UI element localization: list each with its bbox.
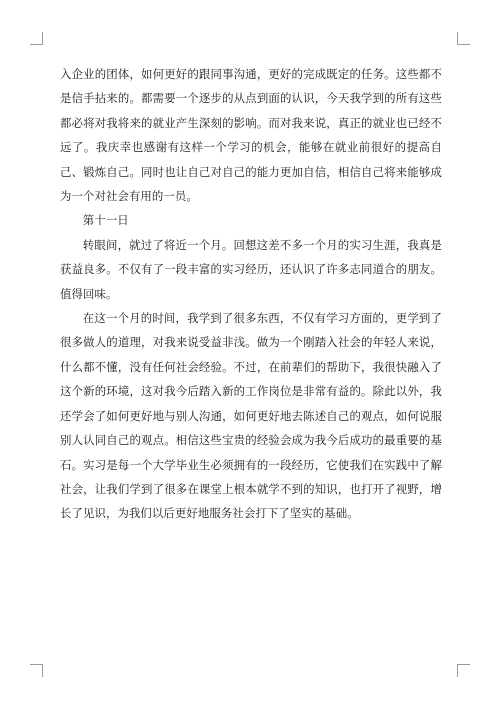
crop-mark-bottom-right [457, 664, 470, 677]
crop-mark-top-right [457, 32, 470, 45]
document-body [60, 62, 442, 526]
crop-mark-bottom-left [30, 664, 43, 677]
paragraph-continuation: 入企业的团体，如何更好的跟同事沟通，更好的完成既定的任务。这些都不是信手拈来的。都需要一个逐步的从点到面的认识，今天我学到的所有这些都必将对我将来的就业产生深刻的影响。而对我来说，真正的就业也已经不远了。我庆幸也感谢有这样一个学习的机会，能够在就业前很好的提高自己、锻炼自己。同时也让自己对自己的能力更加自信，相信自己将来能够成为一个对社会有用的一员。 [60, 67, 442, 204]
crop-mark-top-left [30, 32, 43, 45]
paragraph-reflection: 在这一个月的时间，我学到了很多东西，不仅有学习方面的，更学到了很多做人的道理，对我来说受益非浅。做为一个刚踏入社会的年轻人来说，什么都不懂，没有任何社会经验。不过，在前辈们的帮助下，我很快融入了这个新的环境，这对我今后踏入新的工作岗位是非常有益的。除此以外，我还学会了如何更好地与别人沟通，如何更好地去陈述自己的观点，如何说服别人认同自己的观点。相信这些宝贵的经验会成为我今后成功的最重要的基石。实习是每一个大学毕业生必须拥有的一段经历，它使我们在实践中了解社会，让我们学到了很多在课堂上根本就学不到的知识，也打开了视野，增长了见识，为我们以后更好地服务社会打下了坚实的基础。 [60, 311, 442, 521]
paragraph-intro: 转眼间，就过了将近一个月。回想这差不多一个月的实习生涯，我真是获益良多。不仅有了一段丰富的实习经历，还认识了许多志同道合的朋友。值得回味。 [60, 237, 442, 301]
section-heading-day-11: 第十一日 [82, 213, 129, 228]
